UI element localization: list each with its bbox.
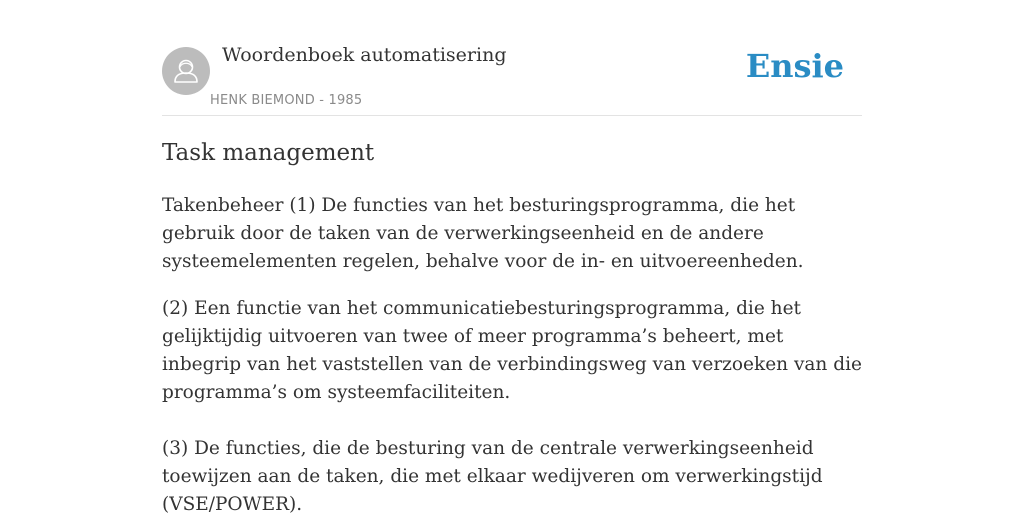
byline-separator: -	[314, 93, 329, 108]
entry-definition	[162, 192, 862, 519]
definition-paragraph-1: Takenbeheer (1) De functies van het besturingsprogramma, die het gebruik door de taken van de verwerkingseenheid en de andere systeemelementen regelen, behalve voor de in- en uitvoereenheden.	[162, 195, 804, 272]
ensie-logo[interactable]: Ensie	[745, 47, 844, 85]
definition-paragraph-3: (3) De functies, die de besturing van de centrale verwerkingseenheid toewijzen aan de taken, die met elkaar wedijveren om verwerkingstijd (VSE/POWER).	[162, 438, 823, 515]
publication-year: 1985	[328, 93, 363, 108]
author-byline	[210, 93, 362, 108]
user-silhouette-icon	[162, 47, 210, 95]
entry-page	[162, 0, 862, 515]
author-name[interactable]: HENK BIEMOND	[210, 93, 315, 108]
book-title-link[interactable]: Woordenboek automatisering	[222, 44, 507, 66]
definition-paragraph-2: (2) Een functie van het communicatiebesturingsprogramma, die het gelijktijdig uitvoeren van twee of meer programma’s beheert, met inbegrip van het vaststellen van de verbindingsweg van verzoeken van die programma’s om systeemfaciliteiten.	[162, 298, 862, 403]
entry-title: Task management	[162, 140, 375, 166]
source-header	[162, 0, 862, 116]
author-avatar[interactable]	[162, 47, 210, 95]
